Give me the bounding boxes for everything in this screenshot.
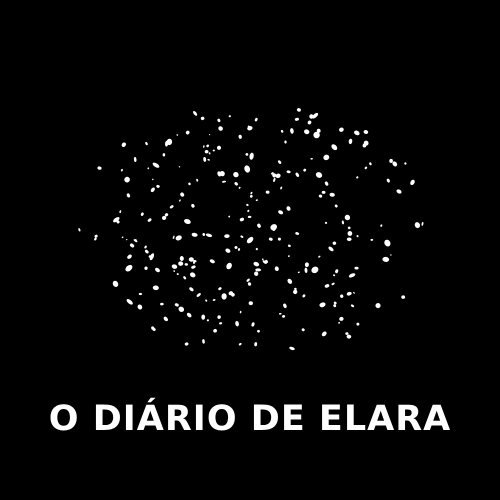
star-speck [266, 190, 270, 193]
star-speck [279, 313, 282, 315]
star-speck [235, 321, 240, 327]
star-speck [191, 265, 197, 270]
star-speck [321, 331, 328, 338]
star-speck [240, 311, 242, 314]
star-speck [219, 322, 223, 325]
star-speck [247, 282, 251, 286]
star-speck [134, 157, 137, 162]
star-speck [254, 117, 258, 122]
star-speck [209, 152, 211, 154]
star-speck [196, 292, 202, 297]
star-speck [189, 271, 196, 278]
star-speck [288, 244, 292, 247]
star-speck [289, 346, 295, 351]
star-speck [348, 138, 352, 144]
star-speck [295, 232, 300, 236]
star-speck [213, 150, 215, 152]
star-speck [196, 178, 199, 181]
star-speck [292, 289, 298, 295]
star-speck [346, 334, 351, 338]
star-speck [179, 192, 185, 198]
star-speck [298, 271, 301, 273]
star-speck [144, 249, 149, 254]
star-speck [383, 239, 392, 248]
star-speck [218, 287, 222, 291]
star-speck [287, 278, 294, 285]
star-speck [184, 263, 188, 266]
star-speck [345, 332, 349, 335]
star-speck [124, 176, 131, 183]
star-speck [375, 302, 382, 309]
star-speck [144, 266, 148, 270]
star-speck [201, 314, 205, 319]
star-speck [139, 293, 142, 295]
star-speck [322, 191, 326, 194]
star-speck [177, 306, 185, 314]
star-speck [152, 162, 161, 169]
star-speck [346, 291, 352, 296]
star-speck [121, 142, 126, 148]
star-speck [356, 323, 359, 326]
star-speck [221, 293, 226, 299]
star-speck [239, 217, 245, 222]
star-speck [217, 118, 221, 122]
star-speck [217, 315, 221, 319]
star-speck [172, 237, 174, 239]
star-speck [333, 274, 336, 276]
star-speck [179, 199, 181, 202]
star-speck [401, 295, 405, 299]
star-speck [238, 135, 242, 140]
star-speck [179, 166, 181, 168]
star-speck [318, 255, 321, 258]
star-speck [203, 157, 206, 162]
star-speck [184, 342, 189, 346]
star-speck [262, 258, 264, 260]
star-speck [78, 228, 81, 232]
star-speck [382, 256, 390, 262]
star-speck [286, 205, 292, 211]
star-speck [282, 303, 287, 309]
star-speck [250, 191, 253, 194]
star-speck [324, 284, 330, 289]
star-speck [188, 286, 194, 292]
star-speck [350, 304, 354, 308]
star-speck [238, 248, 241, 251]
star-speck [268, 237, 273, 241]
star-speck [301, 328, 305, 332]
star-speck [129, 243, 135, 249]
star-speck [334, 204, 338, 208]
star-speck [380, 224, 383, 227]
star-speck [256, 223, 261, 228]
star-speck [421, 222, 423, 226]
star-speck [174, 303, 179, 308]
star-speck [120, 169, 123, 172]
star-speck [333, 304, 337, 308]
star-speck [202, 339, 205, 344]
star-speck [356, 235, 359, 238]
star-speck [209, 258, 216, 264]
star-speck [112, 280, 120, 288]
star-speck [225, 262, 233, 270]
star-speck [178, 261, 183, 266]
star-speck [331, 282, 335, 286]
star-speck [94, 237, 98, 241]
star-speck [295, 118, 300, 122]
star-speck [225, 248, 232, 254]
star-speck [249, 194, 253, 198]
star-speck [228, 215, 230, 217]
star-speck [338, 322, 340, 324]
star-speck [255, 268, 261, 271]
star-speck [396, 188, 403, 194]
star-speck [305, 262, 309, 267]
star-speck [238, 342, 242, 346]
star-speck [303, 129, 310, 135]
star-speck [245, 152, 249, 156]
star-speck [348, 272, 356, 278]
star-speck [154, 267, 161, 273]
star-speck [169, 205, 174, 209]
star-speck [249, 152, 254, 160]
star-speck [160, 303, 164, 306]
star-speck [185, 130, 190, 135]
star-speck [140, 212, 144, 216]
star-speck [188, 182, 191, 185]
star-speck [254, 271, 259, 276]
star-speck [213, 328, 218, 333]
star-speck [302, 294, 306, 298]
star-speck [347, 226, 351, 230]
star-speck [303, 168, 307, 172]
star-speck [163, 316, 169, 322]
star-speck [121, 236, 123, 238]
star-speck [280, 186, 283, 189]
star-speck [255, 199, 258, 201]
star-speck [324, 181, 329, 186]
star-speck [137, 304, 144, 311]
star-speck [389, 159, 393, 163]
star-speck [224, 234, 230, 238]
star-speck [319, 302, 326, 308]
star-speck [126, 193, 130, 198]
star-speck [177, 273, 179, 275]
star-speck [280, 129, 283, 133]
star-speck [206, 144, 210, 148]
star-speck [251, 322, 255, 327]
star-speck [147, 218, 152, 223]
star-speck [163, 153, 166, 156]
star-speck [238, 186, 241, 189]
star-speck [273, 178, 276, 183]
star-speck [347, 231, 353, 237]
star-speck [173, 270, 175, 272]
star-speck [216, 145, 222, 151]
star-speck [145, 142, 149, 146]
star-speck [332, 241, 336, 245]
star-speck [370, 239, 373, 241]
star-speck [246, 278, 250, 283]
star-speck [254, 342, 257, 347]
star-speck [340, 294, 344, 298]
star-speck [183, 218, 191, 225]
star-speck [192, 110, 198, 116]
star-speck [277, 160, 282, 165]
star-speck [200, 116, 205, 121]
star-speck [94, 234, 98, 238]
star-speck [147, 167, 149, 169]
star-speck [126, 254, 132, 260]
star-speck [243, 165, 251, 174]
star-speck [207, 319, 210, 322]
star-speck [209, 134, 211, 136]
star-speck [323, 154, 331, 161]
star-speck [353, 130, 360, 137]
star-speck [180, 256, 184, 261]
star-speck [232, 171, 240, 178]
star-speck [356, 176, 359, 179]
star-speck [318, 194, 322, 198]
star-speck [307, 120, 312, 125]
star-speck [333, 301, 337, 305]
star-speck [119, 210, 122, 213]
star-speck [274, 266, 279, 272]
star-speck [409, 179, 415, 186]
star-speck [286, 170, 291, 173]
star-speck [390, 254, 392, 256]
star-speck [354, 267, 358, 270]
star-speck [217, 125, 223, 131]
star-speck [247, 209, 250, 212]
star-speck [284, 140, 286, 143]
star-speck [203, 145, 205, 148]
star-speck [278, 238, 281, 241]
star-speck [240, 235, 244, 239]
star-speck [369, 162, 372, 166]
star-speck [315, 171, 323, 179]
star-speck [339, 316, 344, 321]
star-speck [162, 216, 167, 220]
star-speck [325, 222, 328, 224]
star-speck [310, 158, 313, 160]
star-speck [234, 246, 238, 250]
star-speck [248, 216, 252, 218]
star-speck [234, 181, 239, 186]
star-speck [191, 232, 198, 237]
star-speck [386, 178, 390, 183]
star-speck [338, 127, 344, 133]
star-speck [249, 301, 254, 305]
star-speck [205, 299, 208, 302]
star-speck [363, 130, 368, 135]
star-speck [228, 115, 231, 118]
star-speck [329, 193, 335, 198]
star-speck [330, 143, 338, 151]
star-speck [124, 264, 134, 273]
star-speck [404, 162, 407, 165]
star-speck [342, 220, 345, 224]
star-speck [152, 179, 153, 181]
star-speck [183, 276, 187, 280]
star-speck [171, 264, 178, 270]
star-speck [222, 180, 226, 183]
star-speck [288, 255, 290, 258]
star-speck [186, 312, 192, 318]
star-speck [414, 221, 421, 229]
star-speck [126, 239, 128, 241]
star-speck [153, 285, 159, 290]
star-speck [277, 209, 283, 215]
star-speck [290, 128, 294, 134]
star-speck [246, 236, 255, 245]
star-speck [295, 172, 300, 178]
star-speck [335, 269, 339, 274]
cover-title: O DIÁRIO DE ELARA [48, 399, 452, 439]
star-speck [205, 233, 212, 238]
star-speck [296, 108, 301, 113]
star-speck [207, 159, 210, 161]
star-speck [176, 134, 178, 136]
star-speck [204, 150, 208, 154]
star-speck [310, 265, 319, 274]
star-speck [282, 315, 286, 318]
star-speck [328, 246, 335, 253]
star-speck [257, 329, 261, 332]
star-speck [344, 214, 352, 222]
star-speck [253, 261, 260, 267]
star-speck [156, 185, 160, 189]
star-speck [304, 267, 307, 273]
star-speck [347, 238, 352, 242]
star-speck [150, 187, 156, 193]
star-speck [353, 292, 355, 295]
star-speck [246, 203, 249, 206]
star-speck [144, 245, 147, 249]
star-speck [175, 234, 183, 241]
star-speck [191, 203, 195, 208]
star-speck [255, 248, 258, 251]
star-speck [126, 298, 134, 306]
star-speck [212, 299, 215, 301]
star-speck [364, 166, 367, 170]
star-speck [202, 233, 206, 237]
star-speck [97, 166, 102, 170]
